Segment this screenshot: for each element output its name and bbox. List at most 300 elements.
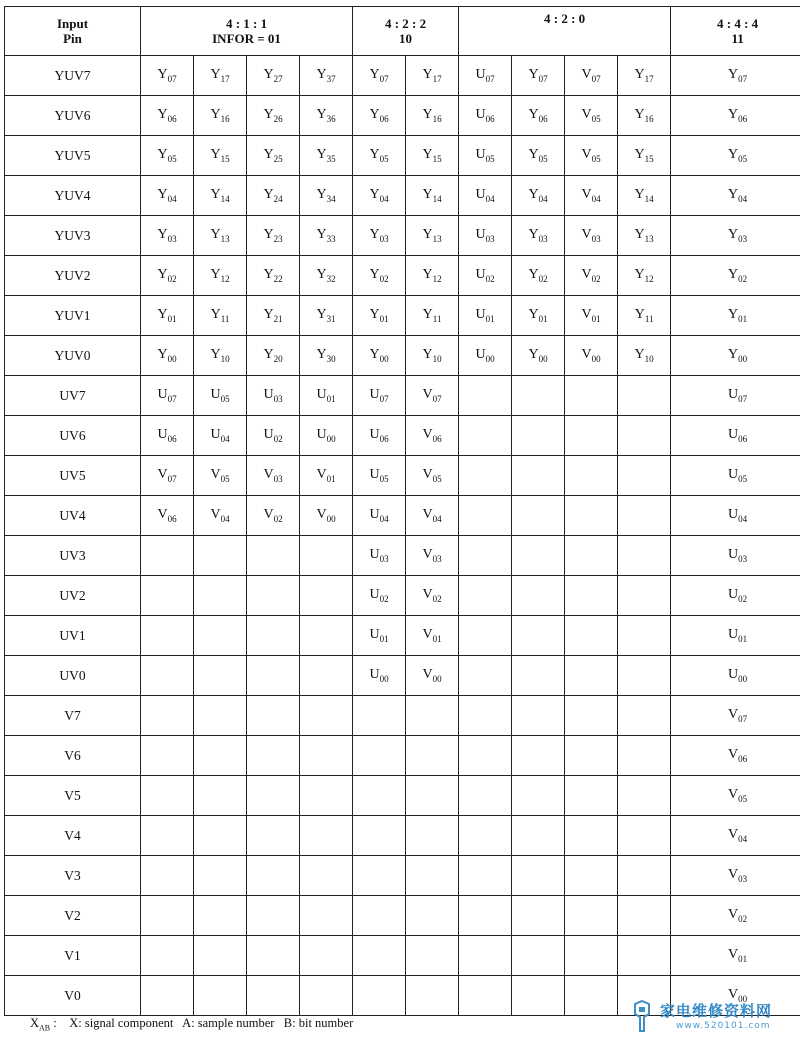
table-cell bbox=[194, 816, 247, 856]
signal-letter: Y bbox=[634, 267, 645, 283]
table-row bbox=[5, 536, 800, 576]
pin-label: UV3 bbox=[5, 536, 141, 576]
table-cell bbox=[565, 856, 618, 896]
pin-label: V1 bbox=[5, 936, 141, 976]
signal-letter: U bbox=[728, 587, 739, 603]
signal-letter: U bbox=[728, 667, 739, 683]
table-cell bbox=[141, 496, 194, 536]
signal-subscript: 30 bbox=[326, 353, 336, 364]
signal-subscript: 25 bbox=[273, 153, 283, 164]
table-cell bbox=[618, 56, 671, 96]
signal-subscript: 35 bbox=[326, 153, 336, 164]
table-cell bbox=[194, 976, 247, 1016]
signal-subscript: 05 bbox=[220, 473, 230, 484]
pin-label: V5 bbox=[5, 776, 141, 816]
signal-letter: V bbox=[728, 787, 739, 803]
signal-symbol bbox=[728, 427, 747, 444]
header-411-line2: INFOR = 01 bbox=[212, 31, 281, 46]
signal-letter: Y bbox=[369, 307, 380, 323]
table-cell bbox=[194, 136, 247, 176]
signal-symbol bbox=[476, 187, 495, 204]
signal-letter: V bbox=[581, 227, 592, 243]
table-cell bbox=[300, 216, 353, 256]
signal-subscript: 02 bbox=[379, 273, 389, 284]
table-cell bbox=[618, 456, 671, 496]
signal-symbol bbox=[263, 267, 282, 284]
signal-subscript: 15 bbox=[220, 153, 230, 164]
table-cell bbox=[406, 656, 459, 696]
table-cell bbox=[618, 856, 671, 896]
table-cell bbox=[141, 416, 194, 456]
signal-letter: Y bbox=[422, 227, 433, 243]
table-cell bbox=[406, 376, 459, 416]
table-cell bbox=[353, 376, 406, 416]
signal-symbol bbox=[728, 667, 747, 684]
table-cell bbox=[459, 576, 512, 616]
table-row bbox=[5, 96, 800, 136]
signal-symbol bbox=[210, 107, 229, 124]
table-cell bbox=[141, 336, 194, 376]
signal-subscript: 16 bbox=[644, 113, 654, 124]
signal-symbol bbox=[582, 267, 601, 284]
table-cell bbox=[618, 896, 671, 936]
table-cell bbox=[300, 696, 353, 736]
table-cell bbox=[300, 96, 353, 136]
signal-letter: U bbox=[369, 467, 380, 483]
table-cell bbox=[247, 56, 300, 96]
table-cell bbox=[459, 496, 512, 536]
table-cell bbox=[671, 416, 800, 456]
signal-letter: V bbox=[263, 507, 274, 523]
signal-subscript: 03 bbox=[167, 233, 177, 244]
signal-subscript: 02 bbox=[738, 913, 748, 924]
table-cell bbox=[406, 856, 459, 896]
signal-symbol bbox=[728, 827, 747, 844]
signal-subscript: 13 bbox=[220, 233, 230, 244]
signal-letter: Y bbox=[210, 67, 221, 83]
table-cell bbox=[618, 96, 671, 136]
table-cell bbox=[671, 216, 800, 256]
signal-letter: Y bbox=[157, 347, 168, 363]
signal-symbol bbox=[635, 267, 654, 284]
signal-symbol bbox=[210, 67, 229, 84]
signal-letter: Y bbox=[728, 147, 739, 163]
signal-subscript: 10 bbox=[432, 353, 442, 364]
table-cell bbox=[406, 896, 459, 936]
table-cell bbox=[247, 216, 300, 256]
signal-letter: Y bbox=[316, 267, 327, 283]
table-row bbox=[5, 376, 800, 416]
signal-symbol bbox=[210, 227, 229, 244]
signal-subscript: 05 bbox=[591, 153, 601, 164]
signal-symbol bbox=[582, 187, 601, 204]
signal-letter: Y bbox=[316, 307, 327, 323]
signal-letter: V bbox=[316, 467, 327, 483]
signal-subscript: 03 bbox=[432, 553, 442, 564]
signal-letter: U bbox=[369, 667, 380, 683]
signal-subscript: 03 bbox=[591, 233, 601, 244]
pin-label: YUV0 bbox=[5, 336, 141, 376]
pin-label: UV0 bbox=[5, 656, 141, 696]
table-cell bbox=[353, 896, 406, 936]
table-cell bbox=[300, 416, 353, 456]
signal-letter: U bbox=[316, 387, 327, 403]
pin-label: YUV5 bbox=[5, 136, 141, 176]
table-cell bbox=[353, 336, 406, 376]
table-cell bbox=[565, 936, 618, 976]
table-cell bbox=[300, 576, 353, 616]
signal-letter: Y bbox=[263, 67, 274, 83]
signal-symbol bbox=[263, 227, 282, 244]
table-cell bbox=[512, 616, 565, 656]
signal-subscript: 00 bbox=[326, 433, 336, 444]
table-cell bbox=[618, 576, 671, 616]
signal-letter: Y bbox=[634, 67, 645, 83]
table-cell bbox=[353, 56, 406, 96]
signal-symbol bbox=[422, 627, 441, 644]
signal-letter: U bbox=[728, 467, 739, 483]
signal-letter: V bbox=[581, 307, 592, 323]
table-cell bbox=[618, 136, 671, 176]
table-body bbox=[5, 56, 800, 1016]
signal-symbol bbox=[476, 147, 495, 164]
signal-symbol bbox=[422, 467, 441, 484]
signal-symbol bbox=[728, 107, 747, 124]
table-cell bbox=[247, 256, 300, 296]
table-cell bbox=[141, 176, 194, 216]
signal-subscript: 06 bbox=[738, 113, 748, 124]
signal-symbol bbox=[422, 547, 441, 564]
signal-symbol bbox=[728, 147, 747, 164]
signal-subscript: 00 bbox=[591, 353, 601, 364]
signal-symbol bbox=[582, 147, 601, 164]
table-cell bbox=[300, 896, 353, 936]
header-444-line1: 4 : 4 : 4 bbox=[717, 16, 759, 31]
signal-subscript: 01 bbox=[379, 633, 389, 644]
table-cell bbox=[141, 656, 194, 696]
table-cell bbox=[406, 776, 459, 816]
signal-symbol bbox=[635, 227, 654, 244]
signal-letter: U bbox=[728, 507, 739, 523]
signal-symbol bbox=[157, 267, 176, 284]
signal-subscript: 02 bbox=[167, 273, 177, 284]
signal-symbol bbox=[157, 107, 176, 124]
table-cell bbox=[247, 776, 300, 816]
signal-letter: U bbox=[475, 187, 486, 203]
signal-letter: V bbox=[728, 707, 739, 723]
table-cell bbox=[353, 296, 406, 336]
signal-subscript: 05 bbox=[167, 153, 177, 164]
signal-symbol bbox=[423, 307, 442, 324]
signal-letter: U bbox=[475, 307, 486, 323]
signal-subscript: 06 bbox=[738, 433, 748, 444]
table-cell bbox=[512, 496, 565, 536]
signal-symbol bbox=[369, 507, 388, 524]
signal-subscript: 04 bbox=[738, 833, 748, 844]
signal-subscript: 02 bbox=[273, 433, 283, 444]
signal-subscript: 00 bbox=[379, 353, 389, 364]
table-cell bbox=[353, 256, 406, 296]
signal-letter: Y bbox=[369, 187, 380, 203]
signal-letter: Y bbox=[263, 267, 274, 283]
signal-subscript: 06 bbox=[167, 513, 177, 524]
signal-letter: Y bbox=[369, 267, 380, 283]
signal-symbol bbox=[728, 547, 747, 564]
table-cell bbox=[565, 256, 618, 296]
table-cell bbox=[247, 496, 300, 536]
signal-letter: Y bbox=[422, 107, 433, 123]
table-cell bbox=[300, 736, 353, 776]
signal-letter: U bbox=[475, 347, 486, 363]
table-cell bbox=[247, 96, 300, 136]
signal-letter: Y bbox=[210, 347, 221, 363]
pin-label: UV5 bbox=[5, 456, 141, 496]
signal-symbol bbox=[157, 467, 176, 484]
signal-letter: Y bbox=[369, 147, 380, 163]
signal-letter: V bbox=[581, 267, 592, 283]
table-cell bbox=[406, 416, 459, 456]
signal-letter: U bbox=[728, 427, 739, 443]
signal-letter: V bbox=[422, 467, 433, 483]
table-row bbox=[5, 416, 800, 456]
table-cell bbox=[565, 56, 618, 96]
signal-letter: Y bbox=[263, 187, 274, 203]
signal-symbol bbox=[422, 507, 441, 524]
signal-subscript: 03 bbox=[379, 553, 389, 564]
signal-symbol bbox=[157, 307, 176, 324]
table-cell bbox=[406, 96, 459, 136]
signal-letter: Y bbox=[316, 347, 327, 363]
signal-symbol bbox=[422, 427, 441, 444]
table-cell bbox=[671, 736, 800, 776]
table-cell bbox=[671, 96, 800, 136]
table-cell bbox=[671, 136, 800, 176]
signal-letter: Y bbox=[728, 227, 739, 243]
signal-symbol bbox=[263, 347, 282, 364]
signal-letter: Y bbox=[316, 187, 327, 203]
signal-letter: Y bbox=[210, 187, 221, 203]
table-cell bbox=[459, 96, 512, 136]
signal-symbol bbox=[728, 627, 747, 644]
signal-subscript: 04 bbox=[220, 513, 230, 524]
signal-symbol bbox=[263, 107, 282, 124]
signal-symbol bbox=[728, 587, 747, 604]
signal-subscript: 01 bbox=[326, 393, 336, 404]
signal-symbol bbox=[476, 347, 495, 364]
signal-subscript: 05 bbox=[591, 113, 601, 124]
table-cell bbox=[353, 736, 406, 776]
table-cell bbox=[565, 656, 618, 696]
signal-subscript: 15 bbox=[432, 153, 442, 164]
table-cell bbox=[406, 216, 459, 256]
table-cell bbox=[459, 376, 512, 416]
table-row bbox=[5, 336, 800, 376]
table-cell bbox=[247, 936, 300, 976]
table-cell bbox=[141, 736, 194, 776]
table-row bbox=[5, 656, 800, 696]
signal-letter: Y bbox=[157, 307, 168, 323]
legend-symbol-sub: AB bbox=[39, 1023, 51, 1033]
pin-label: YUV3 bbox=[5, 216, 141, 256]
signal-symbol bbox=[369, 187, 388, 204]
signal-letter: Y bbox=[528, 347, 539, 363]
signal-letter: V bbox=[728, 947, 739, 963]
signal-subscript: 02 bbox=[591, 273, 601, 284]
signal-symbol bbox=[728, 267, 747, 284]
pin-label: YUV4 bbox=[5, 176, 141, 216]
signal-subscript: 02 bbox=[738, 593, 748, 604]
table-cell bbox=[459, 816, 512, 856]
legend-text: : X: signal component A: sample number B: bit number bbox=[53, 1016, 354, 1030]
table-row bbox=[5, 176, 800, 216]
signal-letter: V bbox=[422, 587, 433, 603]
signal-symbol bbox=[211, 307, 230, 324]
signal-letter: U bbox=[263, 387, 274, 403]
table-cell bbox=[247, 896, 300, 936]
watermark-url: www.520101.com bbox=[676, 1021, 771, 1031]
signal-letter: V bbox=[422, 547, 433, 563]
table-cell bbox=[512, 536, 565, 576]
signal-symbol bbox=[422, 187, 441, 204]
header-422-line2: 10 bbox=[399, 31, 413, 46]
signal-letter: Y bbox=[634, 307, 645, 323]
table-cell bbox=[353, 776, 406, 816]
signal-symbol bbox=[210, 467, 229, 484]
signal-letter: Y bbox=[422, 267, 433, 283]
signal-symbol bbox=[210, 427, 229, 444]
signal-symbol bbox=[316, 467, 335, 484]
signal-subscript: 04 bbox=[379, 193, 389, 204]
table-cell bbox=[459, 56, 512, 96]
table-cell bbox=[671, 176, 800, 216]
table-cell bbox=[141, 216, 194, 256]
signal-symbol bbox=[316, 67, 335, 84]
signal-letter: Y bbox=[263, 147, 274, 163]
table-cell bbox=[247, 816, 300, 856]
signal-subscript: 07 bbox=[167, 393, 177, 404]
table-cell bbox=[141, 56, 194, 96]
signal-symbol bbox=[157, 227, 176, 244]
watermark-text: 家电维修资料网 bbox=[660, 1002, 773, 1020]
header-422-line1: 4 : 2 : 2 bbox=[384, 16, 427, 31]
signal-subscript: 05 bbox=[538, 153, 548, 164]
table-cell bbox=[459, 936, 512, 976]
signal-symbol bbox=[263, 67, 282, 84]
signal-symbol bbox=[728, 867, 747, 884]
table-cell bbox=[459, 856, 512, 896]
signal-letter: Y bbox=[157, 187, 168, 203]
table-cell bbox=[300, 176, 353, 216]
signal-letter: V bbox=[422, 507, 433, 523]
table-cell bbox=[512, 896, 565, 936]
table-cell bbox=[247, 336, 300, 376]
signal-symbol bbox=[422, 267, 441, 284]
pin-label: UV7 bbox=[5, 376, 141, 416]
signal-symbol bbox=[728, 507, 747, 524]
signal-letter: Y bbox=[316, 227, 327, 243]
signal-symbol bbox=[529, 147, 548, 164]
signal-symbol bbox=[263, 507, 282, 524]
signal-letter: U bbox=[369, 627, 380, 643]
signal-symbol bbox=[210, 507, 229, 524]
table-cell bbox=[512, 576, 565, 616]
signal-subscript: 21 bbox=[273, 313, 283, 324]
signal-letter: Y bbox=[210, 267, 221, 283]
signal-symbol bbox=[635, 107, 654, 124]
signal-subscript: 03 bbox=[273, 393, 283, 404]
table-cell bbox=[406, 256, 459, 296]
signal-subscript: 37 bbox=[326, 73, 336, 84]
pin-label: YUV2 bbox=[5, 256, 141, 296]
table-cell bbox=[247, 976, 300, 1016]
signal-symbol bbox=[635, 67, 654, 84]
signal-subscript: 02 bbox=[485, 273, 495, 284]
table-cell bbox=[353, 96, 406, 136]
table-cell bbox=[141, 976, 194, 1016]
signal-symbol bbox=[369, 627, 388, 644]
table-cell bbox=[459, 176, 512, 216]
signal-symbol bbox=[728, 387, 747, 404]
signal-letter: U bbox=[369, 387, 380, 403]
table-cell bbox=[565, 376, 618, 416]
table-cell bbox=[300, 816, 353, 856]
signal-letter: U bbox=[475, 147, 486, 163]
table-cell bbox=[406, 176, 459, 216]
signal-subscript: 07 bbox=[538, 73, 548, 84]
table-cell bbox=[565, 456, 618, 496]
signal-letter: V bbox=[422, 427, 433, 443]
signal-letter: V bbox=[728, 987, 739, 1003]
signal-subscript: 14 bbox=[220, 193, 230, 204]
signal-letter: U bbox=[210, 427, 221, 443]
signal-symbol bbox=[422, 147, 441, 164]
signal-letter: V bbox=[728, 747, 739, 763]
pin-label: V2 bbox=[5, 896, 141, 936]
signal-letter: Y bbox=[634, 107, 645, 123]
signal-symbol bbox=[476, 267, 495, 284]
table-cell bbox=[141, 536, 194, 576]
pin-label: YUV6 bbox=[5, 96, 141, 136]
signal-symbol bbox=[529, 347, 548, 364]
header-input-pin-line1: Input bbox=[56, 16, 89, 31]
table-cell bbox=[459, 256, 512, 296]
signal-subscript: 06 bbox=[167, 113, 177, 124]
signal-symbol bbox=[210, 267, 229, 284]
table-cell bbox=[247, 696, 300, 736]
signal-symbol bbox=[369, 547, 388, 564]
table-cell bbox=[194, 376, 247, 416]
signal-symbol bbox=[476, 67, 495, 84]
signal-subscript: 33 bbox=[326, 233, 336, 244]
signal-symbol bbox=[369, 107, 388, 124]
signal-subscript: 13 bbox=[432, 233, 442, 244]
header-input-pin-line2: Pin bbox=[63, 31, 82, 46]
table-cell bbox=[618, 496, 671, 536]
signal-letter: Y bbox=[728, 67, 739, 83]
table-cell bbox=[406, 536, 459, 576]
signal-symbol bbox=[529, 107, 548, 124]
signal-symbol bbox=[728, 467, 747, 484]
table-cell bbox=[671, 816, 800, 856]
signal-symbol bbox=[728, 187, 747, 204]
signal-letter: Y bbox=[728, 107, 739, 123]
signal-letter: Y bbox=[369, 347, 380, 363]
signal-symbol bbox=[529, 227, 548, 244]
table-cell bbox=[247, 856, 300, 896]
table-cell bbox=[194, 496, 247, 536]
table-cell bbox=[247, 656, 300, 696]
header-row bbox=[5, 7, 800, 56]
